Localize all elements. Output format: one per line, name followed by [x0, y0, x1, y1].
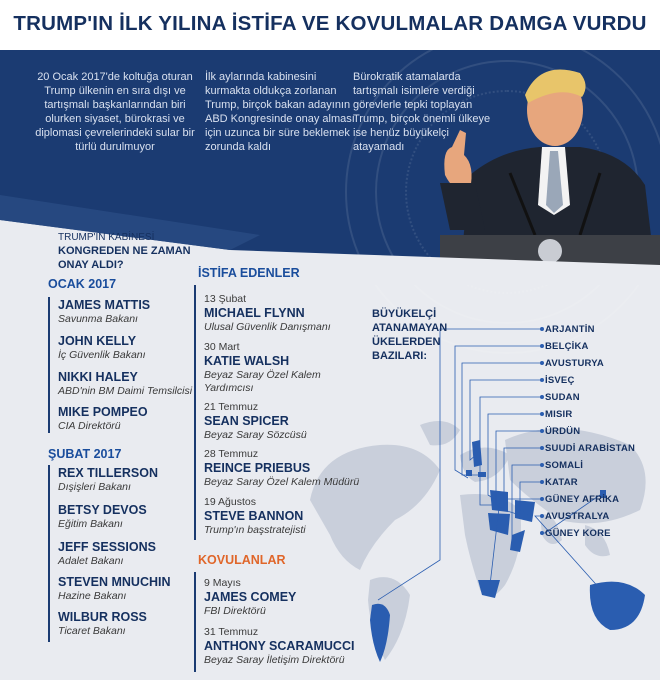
- country-dot: [540, 412, 544, 416]
- person-name: SEAN SPICER: [204, 414, 289, 428]
- country-label: SUUDİ ARABİSTAN: [545, 443, 636, 454]
- ambassador-caption-2: ATANAMAYAN: [372, 322, 448, 334]
- country-label: AVUSTRALYA: [545, 511, 610, 522]
- list-item: [50, 540, 156, 568]
- feb-heading: ŞUBAT 2017: [48, 447, 122, 461]
- person-role: ABD'nin BM Daimi Temsilcisi: [58, 385, 193, 397]
- person-name: KATIE WALSH: [204, 354, 290, 368]
- person-role: FBI Direktörü: [204, 605, 266, 617]
- country-label: GÜNEY AFRİKA: [545, 494, 620, 505]
- country-dot: [540, 378, 544, 382]
- event-date: 31 Temmuz: [204, 626, 259, 638]
- country-label: ÜRDÜN: [545, 426, 581, 437]
- list-item: [50, 370, 192, 398]
- cabinet-caption-1: KONGREDEN NE ZAMAN: [58, 245, 191, 257]
- event-date: 30 Mart: [204, 341, 240, 353]
- list-item: [196, 496, 306, 537]
- person-name: WILBUR ROSS: [58, 610, 147, 624]
- list-item: [196, 293, 331, 334]
- intro-text-3: Bürokratik atamalarda tartışmalı isimlere verdiği görevlerle tepki toplayan Trump, birçok önemli ülkeye ise henüz büyükelçi atayamadı: [353, 71, 491, 153]
- list-item: [50, 405, 148, 433]
- person-name: REINCE PRIEBUS: [204, 461, 311, 475]
- event-date: 21 Temmuz: [204, 401, 259, 413]
- person-role: Hazine Bakanı: [58, 590, 127, 602]
- person-role: Adalet Bakanı: [58, 555, 124, 567]
- person-role: Beyaz Saray Özel Kalem Müdürü: [204, 476, 360, 488]
- person-role: Savunma Bakanı: [58, 313, 138, 325]
- ambassador-caption-3: ÜKELERDEN: [372, 336, 441, 348]
- country-label: GÜNEY KORE: [545, 528, 611, 539]
- person-name: JAMES COMEY: [204, 590, 297, 604]
- list-item: [196, 577, 296, 618]
- country-dot: [540, 480, 544, 484]
- person-role: İç Güvenlik Bakanı: [58, 349, 146, 361]
- country-dot: [540, 446, 544, 450]
- country-dot: [540, 327, 544, 331]
- country-label: SUDAN: [545, 392, 580, 403]
- country-dot: [540, 514, 544, 518]
- country-label: İSVEÇ: [545, 375, 575, 386]
- page-title: TRUMP'IN İLK YILINA İSTİFA VE KOVULMALAR DAMGA VURDU: [13, 12, 647, 35]
- country-label: KATAR: [545, 477, 578, 488]
- person-name: REX TILLERSON: [58, 466, 159, 480]
- person-name: NIKKI HALEY: [58, 370, 138, 384]
- person-role: Ulusal Güvenlik Danışmanı: [204, 321, 331, 333]
- event-date: 19 Ağustos: [204, 496, 256, 508]
- cabinet-caption-small: TRUMP'IN KABİNESİ: [58, 232, 155, 243]
- list-item: [50, 503, 147, 531]
- person-role: Dışişleri Bakanı: [58, 481, 131, 493]
- list-item: [196, 341, 334, 395]
- event-date: 13 Şubat: [204, 293, 247, 305]
- person-role: Beyaz Saray Özel Kalem Yardımcısı: [204, 369, 321, 394]
- person-name: MIKE POMPEO: [58, 405, 148, 419]
- person-role: Beyaz Saray Sözcüsü: [204, 429, 307, 441]
- list-item: [50, 575, 171, 603]
- event-date: 28 Temmuz: [204, 448, 259, 460]
- person-name: MICHAEL FLYNN: [204, 306, 305, 320]
- intro-text-2: İlk aylarında kabinesini kurmakta oldukça zorlanan Trump, birçok bakan adayının ABD Kongresinde onay alması için uzunca bir süre beklemek zorunda kaldı: [205, 71, 355, 153]
- person-role: Ticaret Bakanı: [58, 625, 126, 637]
- ambassador-caption-1: BÜYÜKELÇİ: [372, 308, 437, 320]
- person-name: JAMES MATTIS: [58, 298, 151, 312]
- person-role: Beyaz Saray İletişim Direktörü: [204, 654, 345, 666]
- country-dot: [540, 361, 544, 365]
- country-dot: [540, 395, 544, 399]
- person-name: JOHN KELLY: [58, 334, 137, 348]
- country-label: BELÇİKA: [545, 341, 589, 352]
- country-dot: [540, 429, 544, 433]
- country-dot: [540, 463, 544, 467]
- list-item: [196, 448, 359, 489]
- person-name: BETSY DEVOS: [58, 503, 147, 517]
- country-label: ARJANTİN: [545, 324, 595, 335]
- person-name: STEVE BANNON: [204, 509, 304, 523]
- list-item: [196, 626, 354, 667]
- fired-heading: KOVULANLAR: [198, 553, 286, 567]
- list-item: [50, 610, 147, 638]
- country-label: MISIR: [545, 409, 573, 420]
- person-name: STEVEN MNUCHIN: [58, 575, 171, 589]
- list-item: [50, 298, 150, 326]
- ambassador-caption-4: BAZILARI:: [372, 350, 427, 362]
- person-name: ANTHONY SCARAMUCCI: [204, 639, 355, 653]
- list-item: [50, 466, 158, 494]
- country-dot: [540, 344, 544, 348]
- country-label: AVUSTURYA: [545, 358, 604, 369]
- resigned-heading: İSTİFA EDENLER: [198, 266, 300, 280]
- country-label: SOMALİ: [545, 460, 584, 471]
- jan-heading: OCAK 2017: [48, 277, 117, 291]
- country-dot: [540, 531, 544, 535]
- list-item: [196, 401, 307, 442]
- person-role: Trump'ın başstratejisti: [204, 524, 306, 536]
- country-dot: [540, 497, 544, 501]
- list-item: [50, 334, 146, 362]
- intro-text-1: 20 Ocak 2017'de koltuğa oturan Trump ülkenin en sıra dışı ve tartışmalı başkanlarından biri olurken siyaset, bürokrasi ve diplomasi çevrelerindeki sular bir türlü durulmuyor: [35, 71, 195, 153]
- person-role: Eğitim Bakanı: [58, 518, 123, 530]
- cabinet-caption-2: ONAY ALDI?: [58, 259, 124, 271]
- person-role: CIA Direktörü: [58, 420, 121, 432]
- person-name: JEFF SESSIONS: [58, 540, 156, 554]
- event-date: 9 Mayıs: [204, 577, 241, 589]
